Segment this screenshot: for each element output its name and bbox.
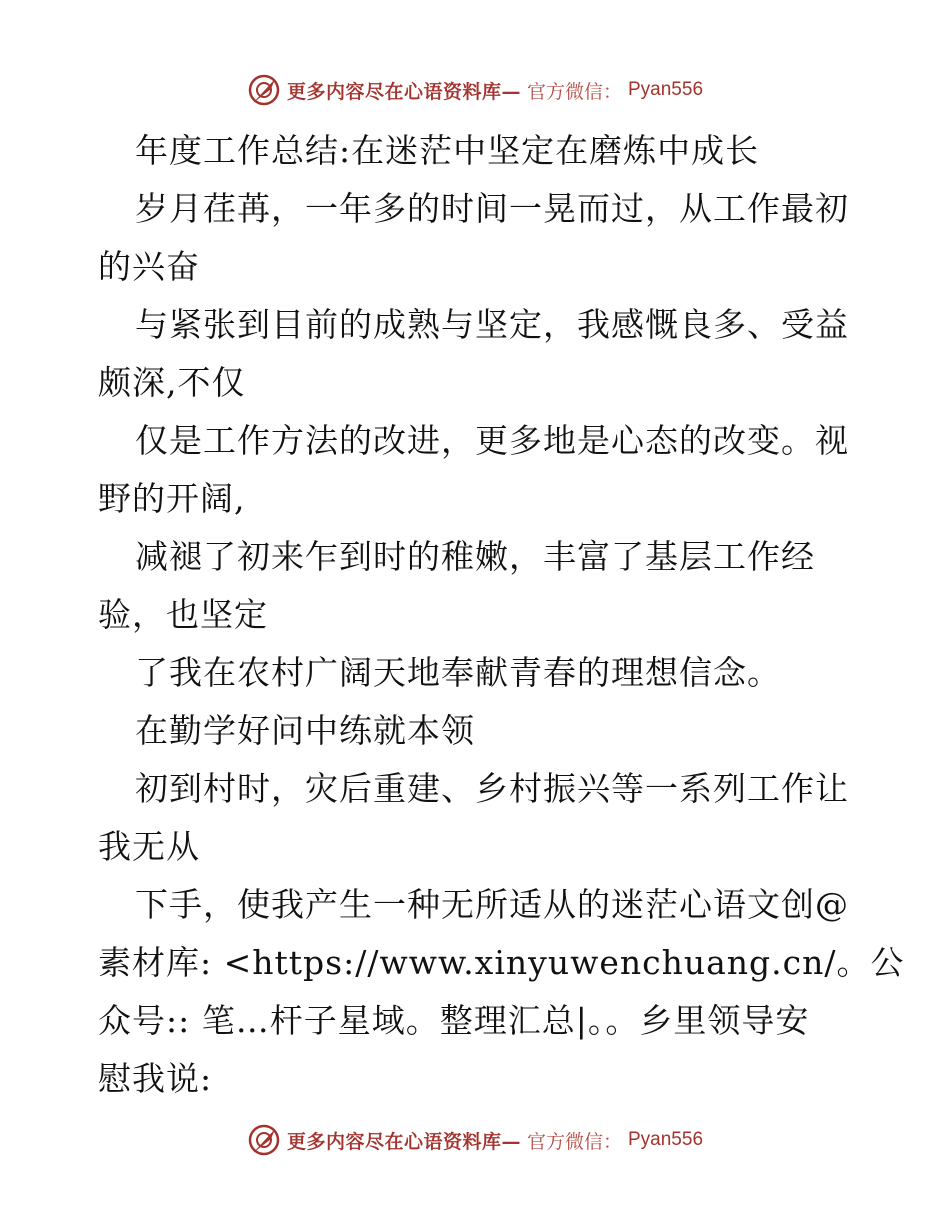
header-banner	[0, 70, 950, 110]
text-line: 素材库: <https://www.xinyuwenchuang.cn/。公	[98, 943, 905, 982]
banner-wechat-id: Pyan556	[628, 79, 704, 100]
footer-banner	[0, 1120, 950, 1160]
text-line: 下手，使我产生一种无所适从的迷茫心语文创@	[135, 885, 849, 924]
text-line: 岁月荏苒，一年多的时间一晃而过，从工作最初	[135, 189, 849, 228]
text-line: 我无从	[98, 827, 200, 866]
banner-text: 更多内容尽在心语资料库—	[286, 80, 521, 103]
text-line: 慰我说:	[98, 1059, 213, 1098]
banner-wechat-label: 官方微信：	[526, 80, 622, 103]
text-line: 了我在农村广阔天地奉献青春的理想信念。	[135, 653, 781, 692]
banner-wechat-id: Pyan556	[628, 1129, 704, 1150]
text-line: 众号:: 笔…杆子星域。整理汇总|。。乡里领导安	[98, 1001, 810, 1040]
text-line: 野的开阔,	[98, 479, 246, 518]
text-line: 的兴奋	[98, 247, 200, 286]
text-line: 初到村时，灾后重建、乡村振兴等一系列工作让	[135, 769, 849, 808]
text-line: 减褪了初来乍到时的稚嫩，丰富了基层工作经	[135, 537, 815, 576]
quill-logo-icon	[247, 73, 281, 107]
text-line: 与紧张到目前的成熟与坚定，我感慨良多、受益	[135, 305, 849, 344]
quill-logo-icon	[247, 1123, 281, 1157]
document-title: 年度工作总结:在迷茫中坚定在磨炼中成长	[135, 131, 760, 170]
banner-text: 更多内容尽在心语资料库—	[286, 1130, 521, 1153]
banner-wechat-label: 官方微信：	[526, 1130, 622, 1153]
text-line: 验，也坚定	[98, 595, 268, 634]
text-line: 颇深,不仅	[98, 363, 246, 402]
document-body	[98, 122, 905, 1108]
section-heading: 在勤学好问中练就本领	[135, 711, 475, 750]
text-line: 仅是工作方法的改进，更多地是心态的改变。视	[135, 421, 849, 460]
